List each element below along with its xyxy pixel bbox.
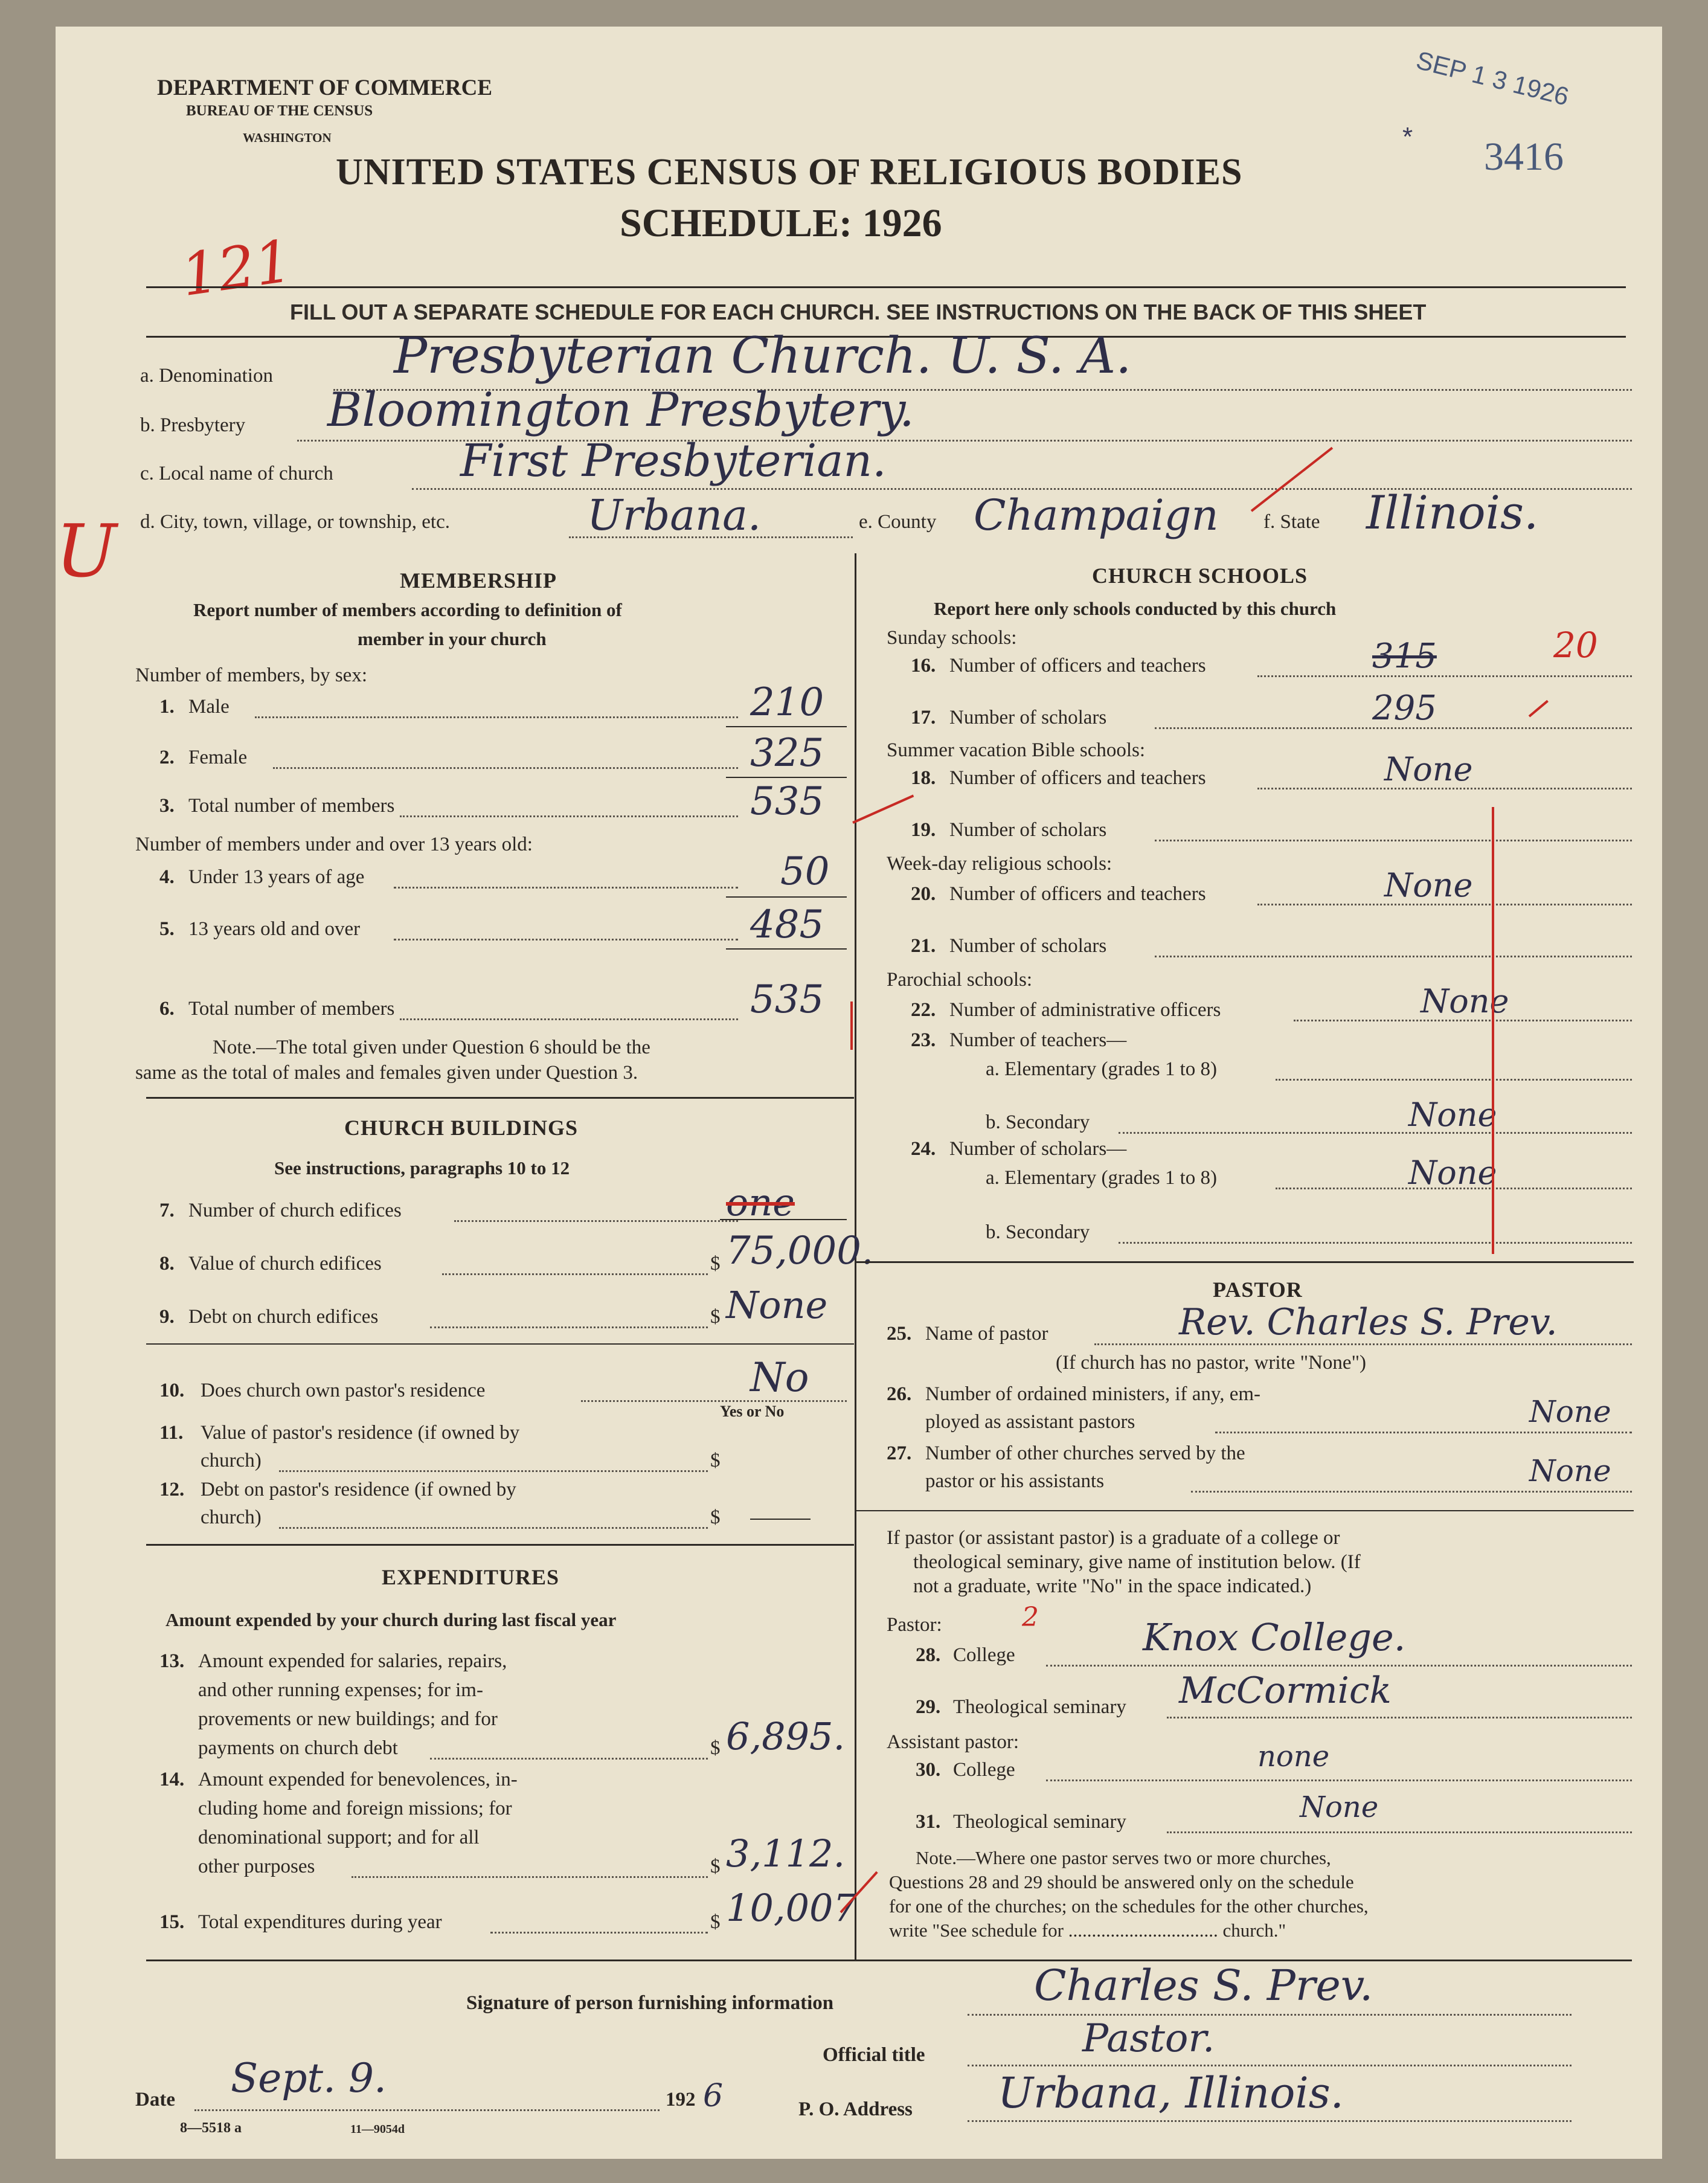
graduate-instruction-2: theological seminary, give name of institution below. (If <box>913 1551 1361 1573</box>
under-13-value: 50 <box>780 849 830 894</box>
city-label: d. City, town, village, or township, etc. <box>140 511 450 533</box>
parochial-officers-value: None <box>1421 982 1509 1020</box>
q24b-label: b. Secondary <box>986 1221 1090 1243</box>
assistant-pastor-subheading: Assistant pastor: <box>887 1731 1019 1753</box>
city-value: Urbana. <box>587 490 762 540</box>
q9-label: Debt on church edifices <box>188 1306 379 1328</box>
q23-label: Number of teachers— <box>949 1029 1127 1051</box>
assistant-seminary-value: None <box>1300 1790 1379 1824</box>
q21-label: Number of scholars <box>949 935 1107 957</box>
presbytery-label: b. Presbytery <box>140 414 246 436</box>
buildings-sub: See instructions, paragraphs 10 to 12 <box>274 1157 570 1178</box>
form-title: UNITED STATES CENSUS OF RELIGIOUS BODIES <box>336 152 1243 193</box>
pastor-red-mark: 2 <box>1022 1602 1039 1633</box>
expenditures-sub: Amount expended by your church during last fiscal year <box>165 1609 617 1630</box>
q13-line-c: provements or new buildings; and for <box>198 1708 498 1730</box>
pastor-subheading: Pastor: <box>887 1614 942 1636</box>
male-members-value: 210 <box>750 680 824 725</box>
department-heading: DEPARTMENT OF COMMERCE <box>157 76 493 100</box>
total-members-age-value: 535 <box>750 977 824 1022</box>
q26-number: 26. <box>887 1383 912 1405</box>
q24-number: 24. <box>911 1138 936 1160</box>
pastor-college-value: Knox College. <box>1143 1615 1406 1659</box>
q8-label: Value of church edifices <box>188 1253 382 1275</box>
q30-label: College <box>953 1759 1015 1781</box>
q23a-label: a. Elementary (grades 1 to 8) <box>986 1058 1218 1080</box>
q24-label: Number of scholars— <box>949 1138 1127 1160</box>
q1-label: Male <box>188 696 230 718</box>
q22-number: 22. <box>911 999 936 1021</box>
q24a-label: a. Elementary (grades 1 to 8) <box>986 1167 1218 1189</box>
q6-number: 6. <box>159 998 175 1020</box>
expenditures-heading: EXPENDITURES <box>382 1565 560 1589</box>
official-title-label: Official title <box>823 2044 925 2066</box>
vacation-schools-label: Summer vacation Bible schools: <box>887 739 1146 761</box>
q16-label: Number of officers and teachers <box>949 655 1206 677</box>
q10-label: Does church own pastor's residence <box>201 1380 486 1401</box>
q1-number: 1. <box>159 696 175 718</box>
q16-number: 16. <box>911 655 936 677</box>
q4-label: Under 13 years of age <box>188 866 365 888</box>
q9-number: 9. <box>159 1306 175 1328</box>
po-address-label: P. O. Address <box>798 2098 913 2120</box>
q6-label: Total number of members <box>188 998 395 1020</box>
membership-note-1: Note.—The total given under Question 6 should be the <box>213 1037 650 1058</box>
washington-heading: WASHINGTON <box>243 130 332 145</box>
denomination-value: Presbyterian Church. U. S. A. <box>394 327 1132 385</box>
q23-number: 23. <box>911 1029 936 1051</box>
weekday-schools-label: Week-day religious schools: <box>887 853 1112 875</box>
q12-number: 12. <box>159 1479 185 1500</box>
assistant-pastors-value: None <box>1529 1394 1611 1429</box>
q13-line-a: Amount expended for salaries, repairs, <box>198 1650 507 1672</box>
q19-number: 19. <box>911 819 936 841</box>
pastor-note-2: Questions 28 and 29 should be answered only on the schedule <box>889 1871 1354 1892</box>
female-members-value: 325 <box>750 731 824 776</box>
assistant-college-value: none <box>1257 1740 1330 1773</box>
elementary-scholars-value: None <box>1408 1154 1497 1192</box>
parochial-schools-label: Parochial schools: <box>887 969 1033 991</box>
year-prefix: 192 <box>666 2089 696 2111</box>
q29-label: Theological seminary <box>953 1696 1126 1718</box>
q25-label: Name of pastor <box>925 1323 1048 1345</box>
edifice-value: 75,000. <box>726 1229 874 1273</box>
q9-dollar: $ <box>710 1306 721 1328</box>
secondary-teachers-value: None <box>1408 1096 1497 1134</box>
denomination-label: a. Denomination <box>140 365 273 387</box>
form-code: 8—5518 a <box>180 2120 242 2136</box>
sunday-officers-correction: 20 <box>1553 625 1598 666</box>
q2-label: Female <box>188 747 248 768</box>
membership-intro-1: Report number of members according to definition of <box>193 599 622 620</box>
q13-number: 13. <box>159 1650 185 1672</box>
total-expenditures-value: 10,007 <box>726 1886 857 1930</box>
q23b-label: b. Secondary <box>986 1111 1090 1133</box>
membership-note-2: same as the total of males and females given under Question 3. <box>135 1062 638 1084</box>
owns-residence-value: No <box>750 1354 809 1401</box>
q26-line-b: ployed as assistant pastors <box>925 1411 1135 1433</box>
membership-intro-2: member in your church <box>358 628 547 649</box>
q11-number: 11. <box>159 1422 184 1444</box>
q14-line-c: denominational support; and for all <box>198 1827 480 1848</box>
other-churches-value: None <box>1529 1453 1611 1488</box>
q8-dollar: $ <box>710 1253 721 1275</box>
q17-number: 17. <box>911 707 936 728</box>
running-expenses-value: 6,895. <box>726 1714 846 1758</box>
q27-line-a: Number of other churches served by the <box>925 1442 1245 1464</box>
total-members-value: 535 <box>750 779 824 824</box>
q15-dollar: $ <box>710 1911 721 1933</box>
q4-number: 4. <box>159 866 175 888</box>
church-schools-sub: Report here only schools conducted by this church <box>934 598 1337 619</box>
church-schools-heading: CHURCH SCHOOLS <box>1092 564 1308 588</box>
print-code: 11—9054d <box>350 2123 405 2136</box>
benevolences-value: 3,112. <box>726 1831 846 1876</box>
vacation-officers-value: None <box>1384 750 1473 788</box>
members-by-sex-label: Number of members, by sex: <box>135 664 367 686</box>
q27-line-b: pastor or his assistants <box>925 1470 1105 1492</box>
q14-line-a: Amount expended for benevolences, in- <box>198 1769 518 1790</box>
official-title-value: Pastor. <box>1082 2016 1215 2061</box>
q26-line-a: Number of ordained ministers, if any, em- <box>925 1383 1261 1405</box>
q7-number: 7. <box>159 1200 175 1221</box>
q3-number: 3. <box>159 795 175 817</box>
q17-label: Number of scholars <box>949 707 1107 728</box>
q11-label-b: church) <box>201 1450 262 1471</box>
q18-label: Number of officers and teachers <box>949 767 1206 789</box>
census-schedule-sheet <box>56 27 1662 2159</box>
q14-line-d: other purposes <box>198 1856 315 1877</box>
pastor-note-3: for one of the churches; on the schedules for the other churches, <box>889 1895 1369 1917</box>
q7-label: Number of church edifices <box>188 1200 402 1221</box>
graduate-instruction-1: If pastor (or assistant pastor) is a graduate of a college or <box>887 1527 1340 1549</box>
pastor-heading: PASTOR <box>1213 1278 1303 1302</box>
q28-number: 28. <box>916 1644 941 1666</box>
q18-number: 18. <box>911 767 936 789</box>
sunday-officers-value: 315 <box>1372 637 1437 676</box>
q31-label: Theological seminary <box>953 1811 1126 1833</box>
q5-label: 13 years old and over <box>188 918 361 940</box>
q21-number: 21. <box>911 935 936 957</box>
over-13-value: 485 <box>750 902 824 947</box>
state-value: Illinois. <box>1366 486 1539 539</box>
q27-number: 27. <box>887 1442 912 1464</box>
q20-label: Number of officers and teachers <box>949 883 1206 905</box>
q31-number: 31. <box>916 1811 941 1833</box>
schedule-title: SCHEDULE: 1926 <box>620 201 942 245</box>
local-name-value: First Presbyterian. <box>460 435 887 487</box>
pastor-name-value: Rev. Charles S. Prev. <box>1179 1301 1558 1343</box>
county-value: Champaign <box>974 490 1219 540</box>
q11-label-a: Value of pastor's residence (if owned by <box>201 1422 520 1444</box>
red-reference-number: 121 <box>177 227 297 310</box>
members-by-age-label: Number of members under and over 13 years old: <box>135 834 533 855</box>
county-label: e. County <box>859 511 937 533</box>
church-edifices-value: one <box>726 1180 795 1224</box>
date-label: Date <box>135 2089 175 2111</box>
q19-label: Number of scholars <box>949 819 1107 841</box>
q14-dollar: $ <box>710 1856 721 1877</box>
edifice-debt-value: None <box>726 1283 828 1327</box>
q14-line-b: cluding home and foreign missions; for <box>198 1798 512 1819</box>
po-address-value: Urbana, Illinois. <box>998 2068 1344 2118</box>
q15-number: 15. <box>159 1911 185 1933</box>
file-number-asterisk: * <box>1402 122 1413 152</box>
graduate-instruction-3: not a graduate, write "No" in the space indicated.) <box>913 1575 1312 1597</box>
q10-number: 10. <box>159 1380 185 1401</box>
q14-number: 14. <box>159 1769 185 1790</box>
weekday-officers-value: None <box>1384 866 1473 904</box>
red-u-mark: U <box>56 510 117 594</box>
buildings-heading: CHURCH BUILDINGS <box>344 1116 579 1140</box>
q8-number: 8. <box>159 1253 175 1275</box>
q22-label: Number of administrative officers <box>949 999 1221 1021</box>
q13-line-d: payments on church debt <box>198 1737 398 1759</box>
q12-dollar: $ <box>710 1506 721 1528</box>
file-number-stamp: 3416 <box>1484 135 1564 179</box>
membership-heading: MEMBERSHIP <box>400 568 557 593</box>
q30-number: 30. <box>916 1759 941 1781</box>
q28-label: College <box>953 1644 1015 1666</box>
received-date-stamp: SEP 1 3 1926 <box>1413 45 1572 111</box>
signature-label: Signature of person furnishing information <box>466 1992 834 2014</box>
q13-line-b: and other running expenses; for im- <box>198 1679 483 1701</box>
q13-dollar: $ <box>710 1737 721 1759</box>
bureau-heading: BUREAU OF THE CENSUS <box>186 103 373 119</box>
yes-or-no-hint: Yes or No <box>720 1403 785 1420</box>
q15-label: Total expenditures during year <box>198 1911 442 1933</box>
signature-value: Charles S. Prev. <box>1034 1961 1373 2010</box>
q12-label-a: Debt on pastor's residence (if owned by <box>201 1479 516 1500</box>
q11-dollar: $ <box>710 1450 721 1471</box>
separate-schedule-instruction: FILL OUT A SEPARATE SCHEDULE FOR EACH CHURCH. SEE INSTRUCTIONS ON THE BACK OF THIS SHEET <box>290 300 1427 324</box>
pastor-note-4: write "See schedule for ................................ church." <box>889 1920 1286 1941</box>
q25-hint: (If church has no pastor, write "None") <box>1056 1352 1367 1374</box>
state-label: f. State <box>1263 511 1320 533</box>
q3-label: Total number of members <box>188 795 395 817</box>
q2-number: 2. <box>159 747 175 768</box>
local-name-label: c. Local name of church <box>140 463 333 484</box>
pastor-seminary-value: McCormick <box>1179 1670 1392 1712</box>
date-value: Sept. 9. <box>231 2055 387 2101</box>
pastor-note-1: Note.—Where one pastor serves two or more churches, <box>916 1847 1331 1868</box>
q12-label-b: church) <box>201 1506 262 1528</box>
year-digit: 6 <box>703 2078 724 2114</box>
sunday-scholars-value: 295 <box>1372 689 1437 728</box>
sunday-schools-label: Sunday schools: <box>887 627 1017 649</box>
q5-number: 5. <box>159 918 175 940</box>
q20-number: 20. <box>911 883 936 905</box>
presbytery-value: Bloomington Presbytery. <box>327 383 914 437</box>
q25-number: 25. <box>887 1323 912 1345</box>
q29-number: 29. <box>916 1696 941 1718</box>
